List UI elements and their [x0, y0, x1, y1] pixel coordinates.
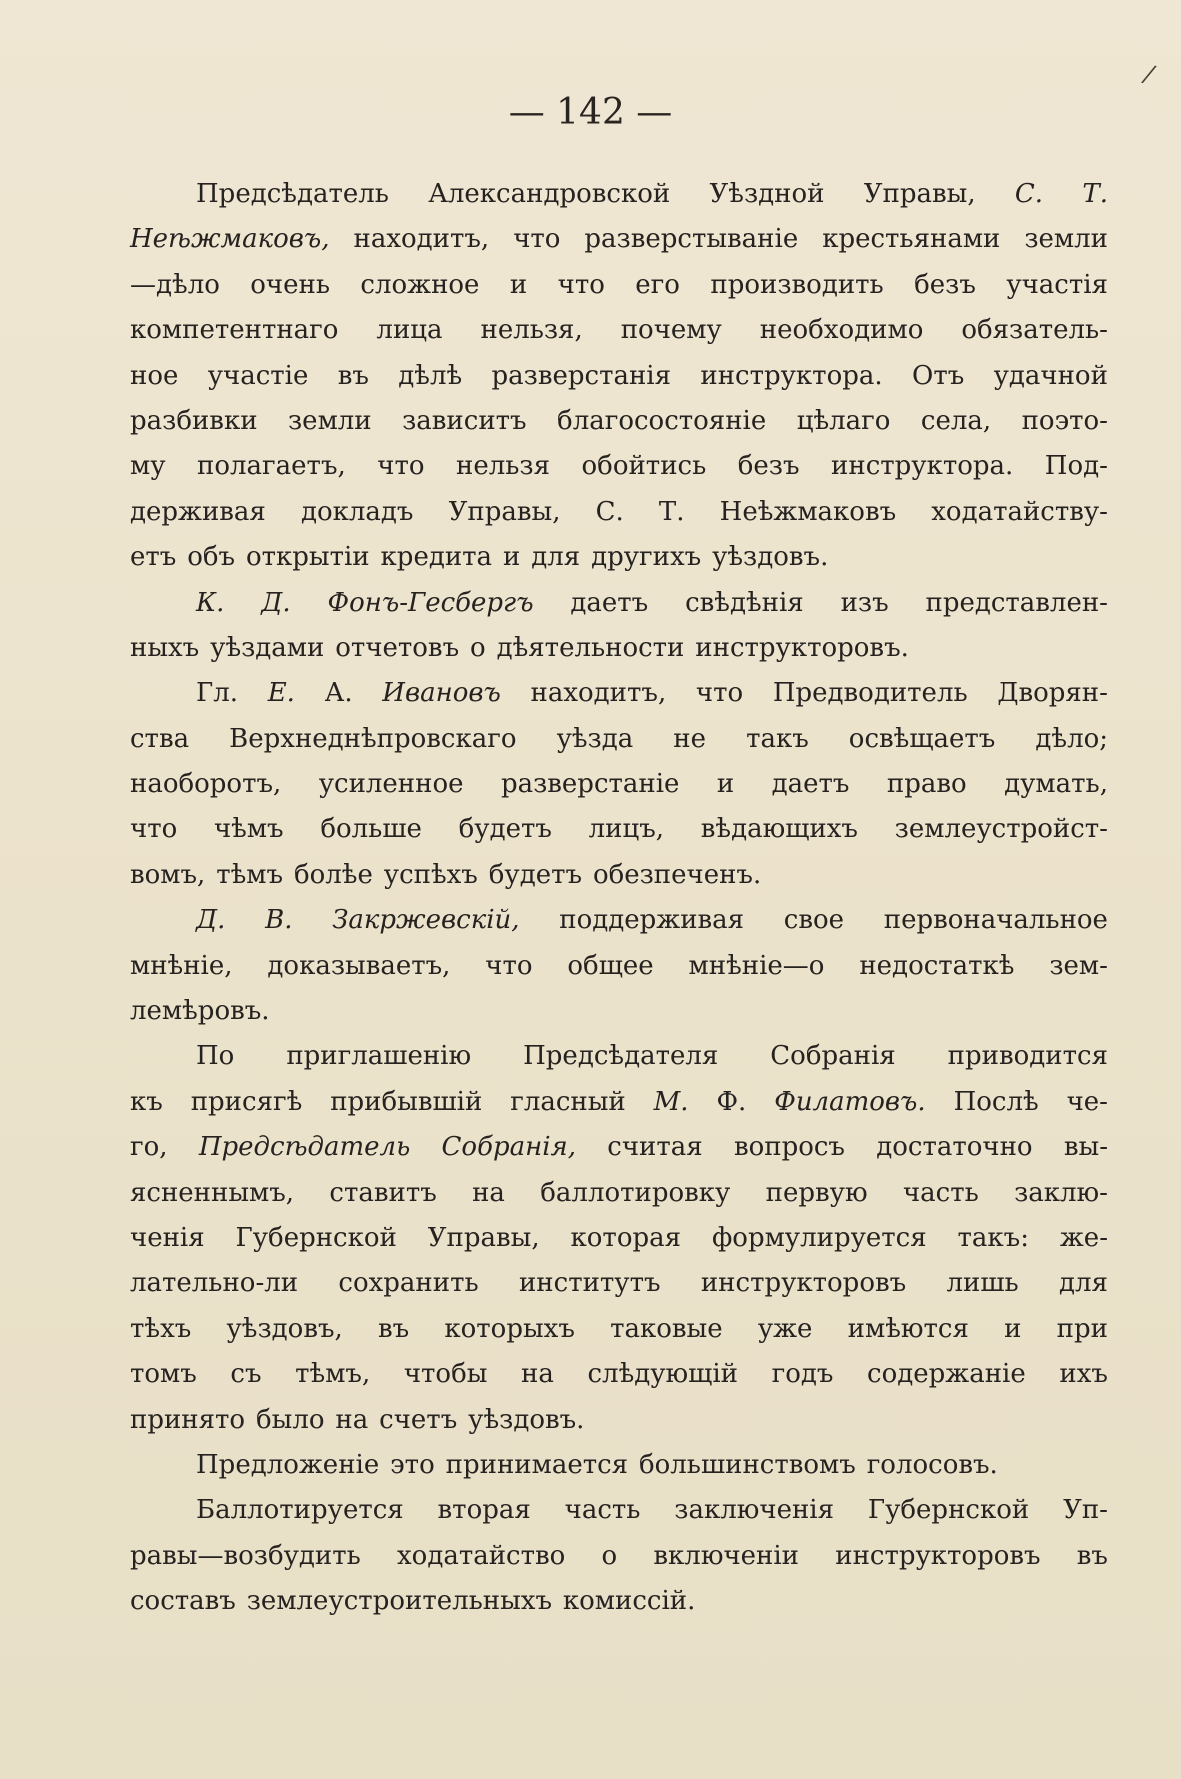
word: Предложеніе — [196, 1449, 380, 1480]
text-line — [130, 944, 1108, 989]
text-line — [130, 1171, 1108, 1216]
text-line — [130, 444, 1108, 489]
italic-name-word: Закржевскій, — [332, 905, 520, 936]
word: поддерживая — [559, 905, 745, 936]
word: участіе — [207, 360, 309, 391]
word: поэто- — [1021, 405, 1108, 436]
word: къ — [130, 1086, 163, 1117]
word: голосовъ. — [866, 1449, 998, 1480]
word: Предсѣдателя — [523, 1041, 719, 1072]
word: такъ — [746, 723, 809, 754]
text-line — [130, 1534, 1108, 1579]
word: считая — [607, 1132, 703, 1163]
word: гласный — [510, 1086, 626, 1117]
word: ходатайство — [397, 1540, 566, 1571]
word: болѣе — [293, 859, 373, 890]
word: открытіи — [245, 542, 370, 573]
word: прибывшій — [330, 1086, 483, 1117]
word: о — [470, 632, 486, 663]
word: Губернской — [867, 1495, 1030, 1526]
word: включеніи — [653, 1540, 800, 1571]
word: Предводитель — [772, 678, 968, 709]
word: лишь — [946, 1268, 1019, 1299]
word: тѣмъ — [216, 859, 284, 890]
word: заклю- — [1014, 1177, 1108, 1208]
word: другихъ — [591, 542, 702, 573]
word: необходимо — [759, 315, 924, 346]
word: мнѣніе, — [130, 950, 233, 981]
body-text — [130, 172, 1108, 1625]
word: По — [196, 1041, 235, 1072]
word: и — [502, 542, 521, 573]
word: чѣмъ — [213, 814, 284, 845]
text-line — [130, 1352, 1108, 1397]
word: что — [695, 678, 744, 709]
word: часть — [902, 1177, 979, 1208]
word: находитъ, — [530, 678, 667, 709]
text-line — [130, 762, 1108, 807]
word: что — [513, 224, 561, 255]
word: Гл. — [196, 678, 238, 709]
word: Верхнеднѣпровскаго — [229, 723, 517, 754]
word: право — [886, 769, 967, 800]
word: нельзя, — [480, 315, 583, 346]
italic-name-word: М. — [653, 1086, 689, 1117]
text-line — [130, 308, 1108, 353]
word: лательно-ли — [130, 1268, 299, 1299]
italic-name-word: Предсѣдатель — [198, 1132, 411, 1163]
word: составъ — [130, 1586, 236, 1617]
word: достаточно — [876, 1132, 1033, 1163]
word: удачной — [993, 360, 1108, 391]
word: му — [130, 451, 166, 482]
word: часть — [564, 1495, 641, 1526]
text-line — [130, 354, 1108, 399]
word: го, — [130, 1132, 168, 1163]
word: свое — [783, 905, 845, 936]
italic-name-word: Е. — [267, 678, 295, 709]
word: большинствомъ — [638, 1449, 856, 1480]
italic-name-word: Д. — [261, 587, 291, 618]
word: содержаніе — [867, 1359, 1026, 1390]
word: которыхъ — [444, 1313, 575, 1344]
word: инструктора. — [700, 360, 883, 391]
word: находитъ, — [353, 224, 490, 255]
word: Дворян- — [997, 678, 1108, 709]
word: кредита — [380, 542, 493, 573]
word: Предсѣдатель — [196, 179, 389, 209]
word: Под- — [1044, 451, 1108, 482]
text-line — [130, 1443, 1108, 1488]
word: инструкторовъ — [835, 1540, 1041, 1571]
text-line — [130, 581, 1108, 626]
word: вѣдающихъ — [700, 814, 858, 845]
word: въ — [337, 360, 369, 391]
word: вопросъ — [733, 1132, 845, 1163]
text-line — [130, 717, 1108, 762]
word: уѣздовъ, — [226, 1313, 343, 1344]
word: не — [673, 723, 707, 754]
word: полагаетъ, — [197, 451, 346, 482]
text-line — [130, 898, 1108, 943]
word: почему — [620, 315, 722, 346]
text-line — [130, 1125, 1108, 1170]
word: обезпеченъ. — [592, 859, 762, 890]
text-line — [130, 1080, 1108, 1125]
word: Уѣздной — [709, 179, 825, 209]
word: что — [130, 814, 178, 845]
text-line — [130, 853, 1108, 898]
word: землеустройст- — [894, 814, 1108, 845]
word: приглашенію — [286, 1041, 472, 1072]
word: благосостояніе — [557, 405, 767, 436]
word: принимается — [445, 1449, 629, 1480]
text-line — [130, 1216, 1108, 1261]
word: заключенія — [674, 1495, 835, 1526]
word: комиссій. — [562, 1586, 696, 1617]
word: которая — [570, 1222, 682, 1253]
text-line — [130, 1307, 1108, 1352]
word: Т. — [658, 496, 685, 527]
text-line — [130, 263, 1108, 308]
word: что — [557, 269, 605, 300]
word: томъ — [130, 1359, 197, 1390]
word: формулируется — [711, 1222, 927, 1253]
word: больше — [320, 814, 422, 845]
word: на — [521, 1359, 554, 1390]
word: будетъ — [458, 814, 552, 845]
word: въ — [1076, 1540, 1108, 1571]
word: уѣздовъ. — [468, 1404, 585, 1435]
word: земли — [1024, 224, 1108, 255]
word: ченія — [130, 1222, 205, 1253]
word: инструкторовъ — [700, 1268, 907, 1299]
word: на — [335, 1404, 369, 1435]
word: общее — [567, 950, 654, 981]
text-line — [130, 535, 1108, 580]
page-number: — 142 — — [508, 92, 673, 133]
word: его — [635, 269, 680, 300]
word: участія — [1006, 269, 1108, 300]
word: представлен- — [925, 587, 1108, 618]
word: компетентнаго — [130, 315, 339, 346]
text-line — [130, 1034, 1108, 1079]
word: Послѣ — [953, 1086, 1039, 1117]
word: и — [1004, 1313, 1022, 1344]
word: годъ — [771, 1359, 834, 1390]
word: будетъ — [488, 859, 583, 890]
word: инструкторовъ. — [695, 632, 909, 663]
word: ное — [130, 360, 179, 391]
word: уже — [757, 1313, 813, 1344]
word: для — [531, 542, 581, 573]
word: Ф. — [716, 1086, 747, 1117]
word: и — [509, 269, 528, 300]
word: что — [485, 950, 533, 981]
word: недостаткѣ — [859, 950, 1015, 981]
word: для — [1059, 1268, 1108, 1299]
word: тѣхъ — [130, 1313, 192, 1344]
word: приводится — [947, 1041, 1108, 1072]
word: баллотировку — [540, 1177, 731, 1208]
word: безъ — [737, 451, 800, 482]
word: села, — [920, 405, 992, 436]
word: зависитъ — [402, 405, 527, 436]
word: земли — [288, 405, 372, 436]
text-line — [130, 807, 1108, 852]
word: лица — [376, 315, 443, 346]
word: равы—возбудить — [130, 1540, 361, 1571]
italic-name-word: Ивановъ — [382, 678, 501, 709]
word: Неѣжмаковъ — [719, 496, 897, 527]
word: вы- — [1063, 1132, 1108, 1163]
word: даетъ — [771, 769, 850, 800]
word: думать, — [1004, 769, 1108, 800]
word: Управы, — [427, 1222, 540, 1253]
word: при — [1056, 1313, 1108, 1344]
word: Губернской — [235, 1222, 397, 1253]
word: дѣятельности — [496, 632, 685, 663]
word: успѣхъ — [383, 859, 478, 890]
word: ясненнымъ, — [130, 1177, 295, 1208]
word: присягѣ — [190, 1086, 303, 1117]
word: лемѣровъ. — [130, 996, 270, 1027]
word: Александровской — [428, 179, 671, 209]
word: счетъ — [379, 1404, 458, 1435]
word: обязатель- — [961, 315, 1108, 346]
word: первоначальное — [883, 905, 1108, 936]
word: на — [472, 1177, 505, 1208]
italic-name-word: Фонъ-Гесбергъ — [327, 587, 534, 618]
word: инструктора. — [831, 451, 1014, 482]
word: объ — [187, 542, 236, 573]
word: это — [390, 1449, 435, 1480]
word: наоборотъ, — [130, 769, 282, 800]
word: зем- — [1049, 950, 1108, 981]
italic-name-word: Филатовъ. — [774, 1086, 926, 1117]
word: разверстанія — [491, 360, 672, 391]
text-line — [130, 1579, 1108, 1624]
italic-name-word: К. — [196, 587, 225, 618]
word: освѣщаетъ — [848, 723, 996, 754]
word: вомъ, — [130, 859, 206, 890]
word: Управы, — [863, 179, 976, 209]
word: етъ — [130, 542, 177, 573]
word: же- — [1059, 1222, 1108, 1253]
word: институтъ — [518, 1268, 661, 1299]
word: крестьянами — [822, 224, 1001, 255]
word: Отъ — [912, 360, 965, 391]
word: дѣлѣ — [398, 360, 463, 391]
word: ихъ — [1059, 1359, 1108, 1390]
word: сохранить — [338, 1268, 479, 1299]
text-line — [130, 626, 1108, 671]
margin-pencil-mark: / — [1142, 59, 1156, 89]
word: тѣмъ, — [295, 1359, 371, 1390]
word: и — [716, 769, 735, 800]
word: очень — [250, 269, 330, 300]
italic-name-word: С. — [1014, 179, 1044, 209]
word: ныхъ — [130, 632, 200, 663]
word: отчетовъ — [335, 632, 460, 663]
text-line — [130, 1261, 1108, 1306]
italic-name-word: В. — [265, 905, 293, 936]
italic-name-word: Собранія, — [441, 1132, 577, 1163]
text-line — [130, 989, 1108, 1034]
word: землеустроительныхъ — [246, 1586, 552, 1617]
word: даетъ — [570, 587, 649, 618]
word: уѣзда — [556, 723, 634, 754]
word: о — [601, 1540, 618, 1571]
word: С. — [595, 496, 624, 527]
word: лицъ, — [588, 814, 665, 845]
text-line — [130, 1398, 1108, 1443]
word: А. — [324, 678, 353, 709]
word: мнѣніе—о — [688, 950, 825, 981]
word: такъ: — [957, 1222, 1029, 1253]
word: —дѣло — [130, 269, 220, 300]
text-line — [130, 172, 1108, 217]
italic-name-word: Т. — [1082, 179, 1108, 209]
word: производить — [710, 269, 884, 300]
word: Управы, — [448, 496, 561, 527]
italic-name-word: Д. — [196, 905, 226, 936]
word: разверстываніе — [584, 224, 799, 255]
word: имѣются — [847, 1313, 969, 1344]
word: уѣздовъ. — [712, 542, 829, 573]
text-line — [130, 399, 1108, 444]
word: ходатайству- — [931, 496, 1108, 527]
word: нельзя — [456, 451, 550, 482]
word: доказываетъ, — [267, 950, 451, 981]
text-line — [130, 490, 1108, 535]
word: разверстаніе — [500, 769, 680, 800]
word: усиленное — [318, 769, 464, 800]
text-line — [130, 1488, 1108, 1533]
word: что — [377, 451, 425, 482]
word: докладъ — [300, 496, 414, 527]
word: чтобы — [403, 1359, 488, 1390]
italic-name-word: Неѣжмаковъ, — [130, 224, 330, 255]
word: держивая — [130, 496, 266, 527]
word: разбивки — [130, 405, 258, 436]
word: че- — [1066, 1086, 1108, 1117]
word: принято — [130, 1404, 246, 1435]
word: таковые — [610, 1313, 723, 1344]
word: Собранія — [770, 1041, 896, 1072]
word: дѣло; — [1035, 723, 1108, 754]
word: было — [255, 1404, 325, 1435]
word: сложное — [360, 269, 480, 300]
word: безъ — [914, 269, 976, 300]
text-line — [130, 217, 1108, 262]
text-line — [130, 671, 1108, 716]
word: цѣлаго — [796, 405, 891, 436]
word: первую — [765, 1177, 868, 1208]
word: Уп- — [1063, 1495, 1108, 1526]
word: изъ — [840, 587, 889, 618]
word: въ — [377, 1313, 410, 1344]
word: ставитъ — [329, 1177, 437, 1208]
word: Баллотируется — [196, 1495, 404, 1526]
word: уѣздами — [210, 632, 325, 663]
word: свѣдѣнія — [685, 587, 804, 618]
word: ства — [130, 723, 190, 754]
word: обойтись — [581, 451, 707, 482]
word: слѣдующій — [587, 1359, 738, 1390]
word: вторая — [437, 1495, 531, 1526]
word: съ — [230, 1359, 262, 1390]
